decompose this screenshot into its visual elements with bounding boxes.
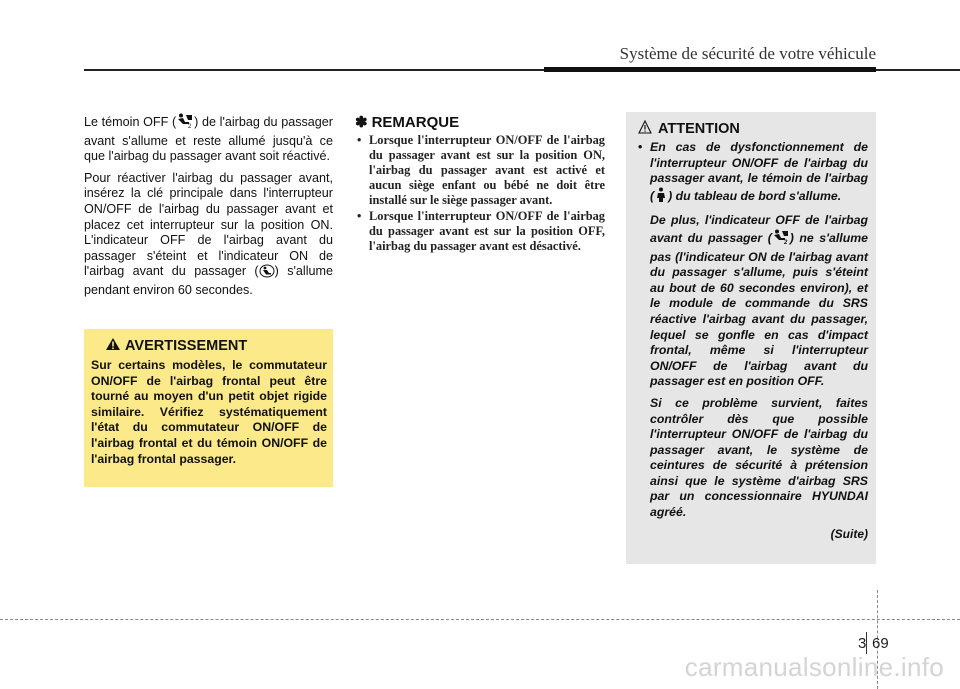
airbag-off-icon [176, 113, 194, 134]
remark-list [355, 133, 605, 254]
page-number: 69 [872, 635, 889, 652]
warning-title: AVERTISSEMENT [105, 337, 327, 355]
alert-triangle-icon [105, 337, 121, 355]
list-item: • Lorsque l'interrupteur ON/OFF de l'airbag du passager avant est sur la position OFF, l'airbag du passager avant est désactivé. [357, 209, 605, 253]
header-bar [544, 67, 876, 72]
footer-crop-line [0, 619, 960, 620]
continued-label: (Suite) [830, 526, 868, 541]
caution-triangle-icon [638, 120, 652, 138]
attention-box [626, 112, 876, 564]
remark-section [355, 113, 605, 255]
warning-box [84, 329, 333, 487]
attention-paragraph-1: En cas de dysfonctionnement de l'interrupteur ON/OFF de l'airbag du passager avant, le témoin de l'airbag ( ) du tableau de bord s'allume. [650, 140, 868, 207]
page-header-title: Système de sécurité de votre véhicule [619, 44, 876, 63]
paragraph-airbag-off-status: Le témoin OFF ( 2 ) de l'airbag du passager avant s'allume et reste allumé jusqu'à ce que l'airbag du passager avant soit réactivé. [84, 115, 333, 164]
remark-title: ✽ REMARQUE [355, 113, 460, 131]
airbag-warning-icon [654, 187, 668, 208]
attention-paragraph-2: De plus, l'indicateur OFF de l'airbag avant du passager ( 2 ) ne s'allume pas (l'indicateur ON de l'airbag avant du passager s'allume, puis s'éteint au bout de 60 secondes environ), et le module de commande du SRS réactive l'airbag avant du passager, lequel se gonfle en cas d'impact frontal, même si l'interrupteur ON/OFF de l'airbag avant du passager est en position OFF. [650, 213, 868, 389]
paragraph-reactivate: Pour réactiver l'airbag du passager avant, insérez la clé principale dans l'interrupteur ON/OFF de l'airbag du passager avant et placez cet interrupteur sur la position ON. L'indicateur OFF de l'airbag avant du passager s'éteint et l'indicateur ON de l'airbag avant du passager ( ) s'allume pendant environ 60 secondes. [84, 170, 333, 297]
airbag-on-icon [259, 264, 275, 283]
airbag-off-icon [772, 229, 790, 250]
attention-paragraph-3: Si ce problème survient, faites contrôler dès que possible l'interrupteur ON/OFF de l'airbag du passager avant, le système de ceintures de sécurité à prétension ainsi que le système d'airbag SRS par un concessionnaire HYUNDAI agréé. [650, 395, 868, 520]
watermark: carmanualsonline.info [684, 652, 944, 682]
warning-text: Sur certains modèles, le commutateur ON/OFF de l'airbag frontal peut être tourné au moyen d'un petit objet rigide similaire. Vérifiez systématiquement l'état du commutateur ON/OFF de l'airbag frontal et du témoin ON/OFF de l'airbag frontal passager. [91, 358, 327, 466]
attention-body: • En cas de dysfonctionnement de l'interrupteur ON/OFF de l'airbag du passager avant, le témoin de l'airbag ( ) du tableau de bord s'allume. De plus, l'indicateur OFF de l'airbag avant du passager ( 2 ) ne s'allume pas (l'indicateur ON de l'airbag avant du passager s'allume, puis s'éteint au bout de 60 secondes environ), et le module de commande du SRS réactive l'airbag avant du passager, lequel se gonfle en cas d'impact frontal, même si l'interrupteur ON/OFF de l'airbag avant du passager est en position OFF. Si ce problème survient, faites contrôler dès que possible l'interrupteur ON/OFF de l'airbag du passager avant, le système de ceintures de sécurité à prétension ainsi que le système d'airbag SRS par un concessionnaire HYUNDAI agréé. [638, 140, 868, 520]
svg-text:2: 2 [188, 124, 192, 129]
remark-symbol: ✽ [355, 114, 368, 131]
list-item: • Lorsque l'interrupteur ON/OFF de l'airbag du passager avant est sur la position ON, l'airbag du passager avant est activé et aucun siège enfant ou bébé ne doit être installé sur le siège passager avant. [357, 133, 605, 207]
left-column [84, 113, 333, 305]
chapter-number: 3 [858, 635, 867, 652]
page-number-separator [866, 632, 867, 654]
attention-title: ATTENTION [638, 120, 868, 138]
svg-text:2: 2 [783, 239, 788, 245]
